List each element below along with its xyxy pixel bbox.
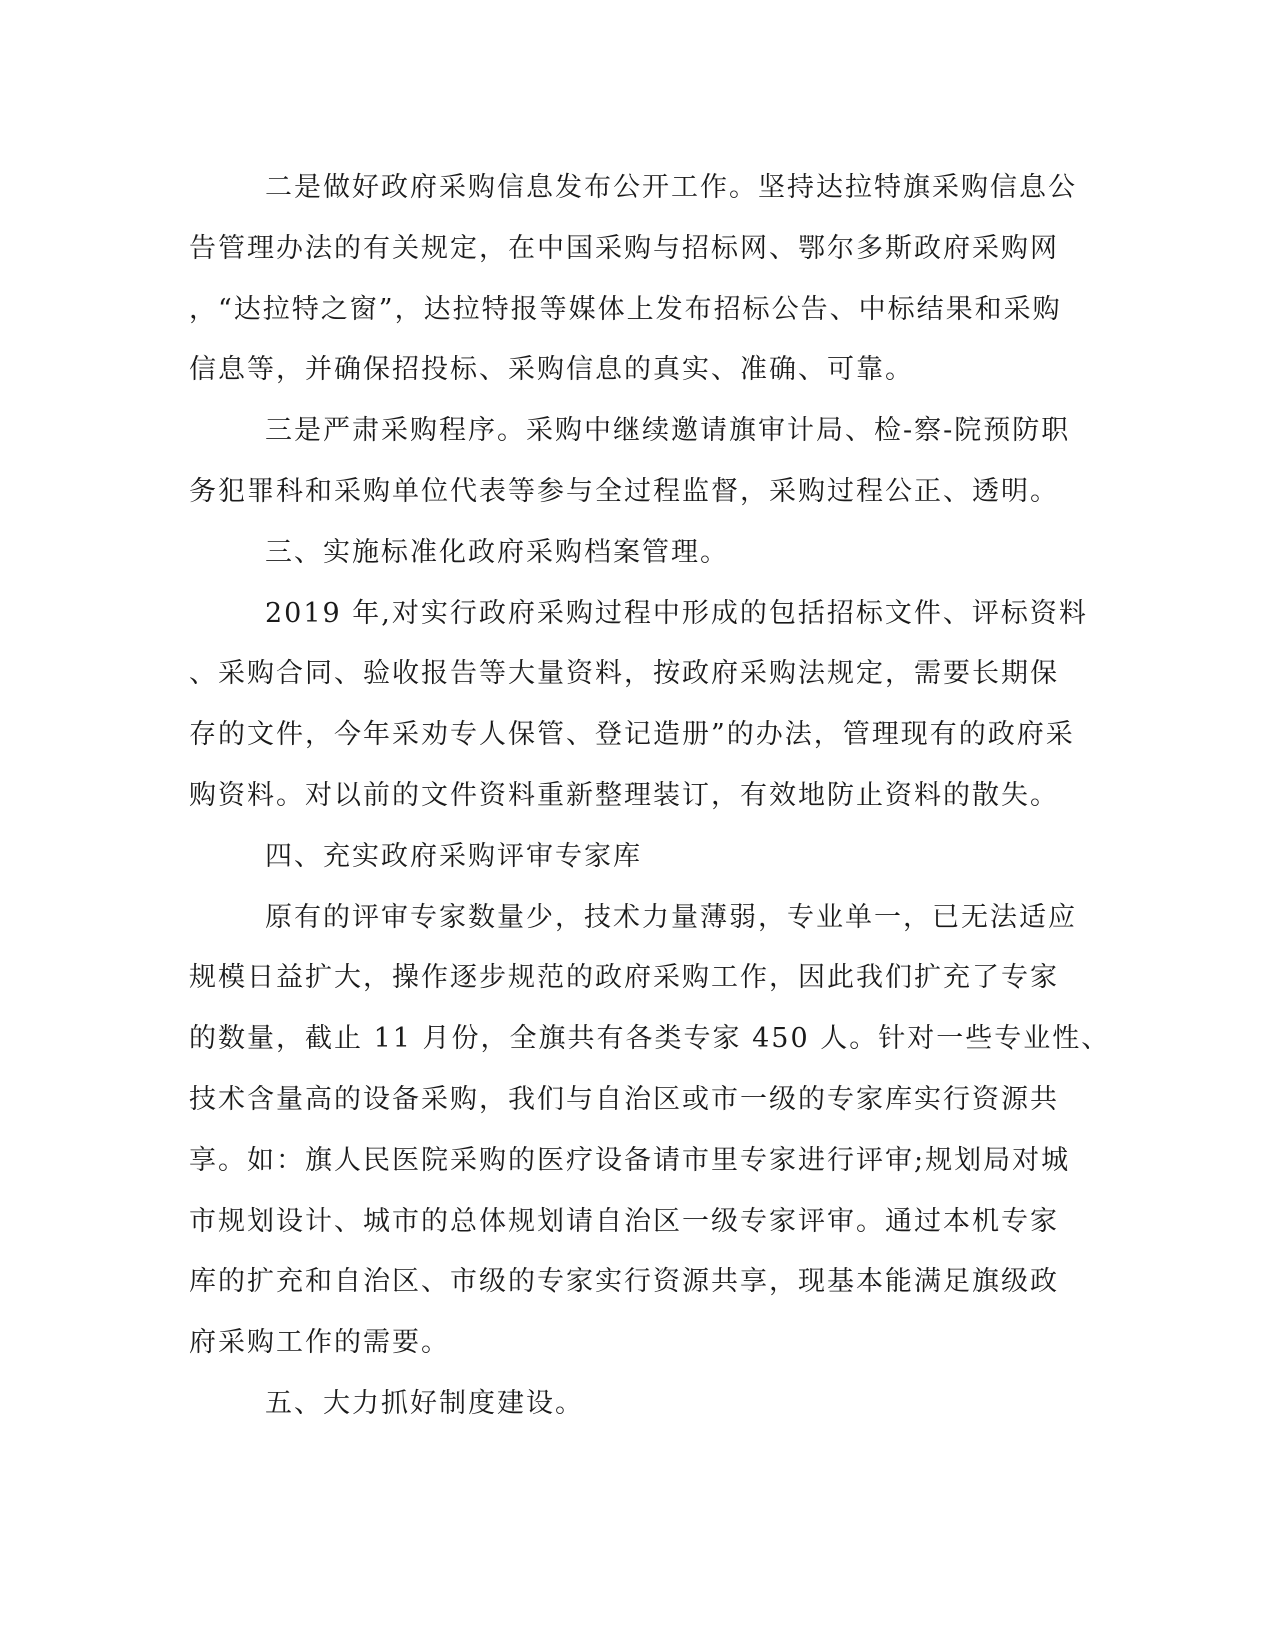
paragraph-2-line-1: 三是严肃采购程序。采购中继续邀请旗审计局、检-察-院预防职 [265, 415, 1071, 447]
paragraph-3-line-4: 购资料。对以前的文件资料重新整理装订，有效地防止资料的散失。 [189, 779, 1059, 811]
section-heading-5: 五、大力抓好制度建设。 [265, 1387, 584, 1419]
paragraph-4-line-4: 技术含量高的设备采购，我们与自治区或市一级的专家库实行资源共 [189, 1083, 1059, 1115]
paragraph-1-line-1: 二是做好政府采购信息发布公开工作。坚持达拉特旗采购信息公 [265, 172, 1077, 203]
paragraph-1-line-2: 告管理办法的有关规定，在中国采购与招标网、鄂尔多斯政府采购网 [189, 232, 1059, 264]
paragraph-4-line-1: 原有的评审专家数量少，技术力量薄弱，专业单一，已无法适应 [265, 901, 1077, 933]
paragraph-1-line-3: ，“达拉特之窗”，达拉特报等媒体上发布招标公告、中标结果和采购 [189, 293, 1062, 325]
body-text [189, 158, 1111, 1435]
section-heading-4: 四、充实政府采购评审专家库 [265, 840, 642, 872]
paragraph-3-line-3: 存的文件，今年采劝专人保管、登记造册”的办法，管理现有的政府采 [189, 719, 1075, 751]
paragraph-3-line-1: 2019 年,对实行政府采购过程中形成的包括招标文件、评标资料 [265, 597, 1088, 629]
paragraph-3-line-2: 、采购合同、验收报告等大量资料，按政府采购法规定，需要长期保 [189, 658, 1059, 690]
paragraph-4-line-2: 规模日益扩大，操作逐步规范的政府采购工作，因此我们扩充了专家 [189, 962, 1059, 994]
paragraph-1-line-4: 信息等，并确保招投标、采购信息的真实、准确、可靠。 [189, 354, 914, 386]
paragraph-4-line-7: 库的扩充和自治区、市级的专家实行资源共享，现基本能满足旗级政 [189, 1266, 1059, 1298]
paragraph-2-line-2: 务犯罪科和采购单位代表等参与全过程监督，采购过程公正、透明。 [189, 475, 1059, 507]
paragraph-4-line-3: 的数量，截止 11 月份，全旗共有各类专家 450 人。针对一些专业性、 [189, 1023, 1111, 1055]
paragraph-4-line-8: 府采购工作的需要。 [189, 1327, 450, 1359]
paragraph-4-line-5: 享。如：旗人民医院采购的医疗设备请市里专家进行评审;规划局对城 [189, 1144, 1071, 1176]
paragraph-4-line-6: 市规划设计、城市的总体规划请自治区一级专家评审。通过本机专家 [189, 1205, 1059, 1237]
section-heading-3: 三、实施标准化政府采购档案管理。 [265, 536, 729, 568]
